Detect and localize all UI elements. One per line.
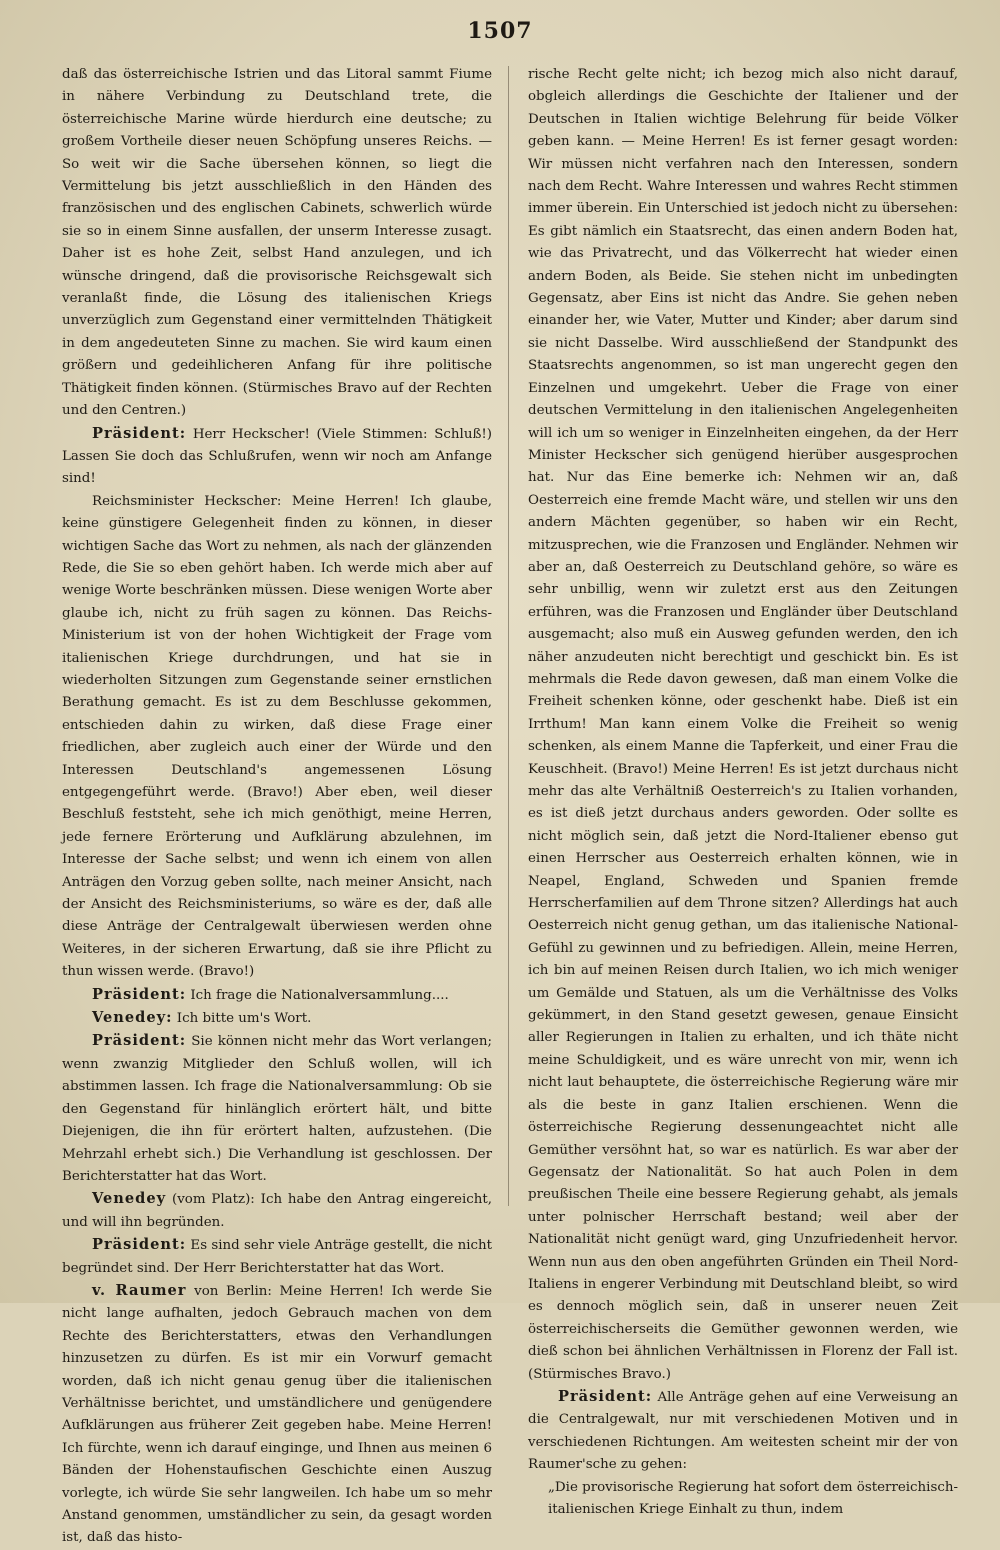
speaker-name: v. Raumer xyxy=(92,1281,187,1299)
paragraph: v. Raumer von Berlin: Meine Herren! Ich werde Sie nicht lange aufhalten, jedoch Gebrauch machen von dem Rechte des Berichterstatters, etwas den Verhandlungen hinzusetzen zu dürfen. Es ist mir ein Vorwurf gemacht worden, daß ich nicht genau genug über die italienischen Verhältnisse berichtet, und umständlichere und genügendere Aufklärungen aus früherer Zeit gegeben habe. Meine Herren! Ich fürchte, wenn ich darauf einginge, und Ihnen aus meinen 6 Bänden der Hohenstaufischen Geschichte einen Auszug vorlegte, ich würde Sie sehr langweilen. Ich habe um so mehr Anstand genommen, umständlicher zu sein, da gesagt worden ist, daß das histo- xyxy=(62,1281,492,1546)
paragraph: Präsident: Herr Heckscher! (Viele Stimmen: Schluß!) Lassen Sie doch das Schlußrufen, wenn wir noch am Anfange sind! xyxy=(62,424,493,487)
page-number: 1507 xyxy=(467,18,533,44)
paragraph: Venedey (vom Platz): Ich habe den Antrag eingereicht, und will ihn begründen. xyxy=(62,1190,492,1230)
speaker-name: Präsident: xyxy=(92,1032,187,1050)
column-divider xyxy=(508,66,509,1206)
speaker-name: Präsident: xyxy=(92,424,187,442)
paragraph: Präsident: Alle Anträge gehen auf eine Verweisung an die Centralgewalt, nur mit verschiedenen Motiven und in verschiedenen Richtungen. Am weitesten scheint mir der von Raumer'sche zu gehen: xyxy=(528,1387,958,1473)
left-column xyxy=(62,64,492,1550)
speaker-name: Präsident: xyxy=(92,985,187,1003)
paragraph: rische Recht gelte nicht; ich bezog mich also nicht darauf, obgleich allerdings die Geschichte der Italiener und der Deutschen in Italien wichtige Belehrung für beide Völker geben kann. — Meine Herren! Es ist ferner gesagt worden: Wir müssen nicht verfahren nach den Interessen, sondern nach dem Recht. Wahre Interessen und wahres Recht stimmen immer überein. Ein Unterschied ist jedoch nicht zu übersehen: Es gibt nämlich ein Staatsrecht, das einen andern Boden hat, wie das Privatrecht, und das Völkerrecht hat wieder einen andern Boden, als Beide. Sie stehen nicht im unbedingten Gegensatz, aber Eins ist nicht das Andre. Sie gehen neben einander her, wie Vater, Mutter und Kinder; aber darum sind sie nicht Dasselbe. Wird ausschließend der Standpunkt des Staatsrechts angenommen, so ist man ungerecht gegen den Einzelnen und umgekehrt. Ueber die Frage von einer deutschen Vermittelung in den italienischen Angelegenheiten will ich um so weniger in Einzelnheiten eingehen, da der Herr Minister Heckscher sich genügend hierüber ausgesprochen hat. Nur das Eine bemerke ich: Nehmen wir an, daß Oesterreich eine fremde Macht wäre, und stellen wir uns den andern Mächten gegenüber, so haben wir ein Recht, mitzusprechen, wie die Franzosen und Engländer. Nehmen wir aber an, daß Oesterreich zu Deutschland gehöre, so wäre es sehr unbillig, wenn wir zuletzt erst aus den Zeitungen erführen, was die Franzosen und Engländer über Deutschland ausgemacht; also muß ein Ausweg gefunden werden, den ich näher anzudeuten nicht berechtigt und geschickt bin. Es ist mehrmals die Rede davon gewesen, daß man einem Volke die Freiheit schenken könne, oder geschenkt habe. Dieß ist ein Irrthum! Man kann einem Volke die Freiheit so wenig schenken, als einem Manne die Tapferkeit, und einer Frau die Keuschheit. (Bravo!) Meine Herren! Es ist jetzt durchaus nicht mehr das alte Verhältniß Oesterreich's zu Italien vorhanden, es ist dieß jetzt durchaus anders geworden. Oder sollte es nicht möglich sein, daß jetzt die Nord-Italiener ebenso gut einen Herrscher aus Oesterreich erhalten können, wie in Neapel, England, Schweden und Spanien fremde Herrscherfamilien auf dem Throne sitzen? Allerdings hat auch Oesterreich nicht genug gethan, um das italienische National-Gefühl zu gewinnen und zu befriedigen. Allein, meine Herren, ich bin auf meinen Reisen durch Italien, wo ich mich weniger um Gemälde und Statuen, als um die Verhältnisse des Volks gekümmert, in den Stand gesetzt gewesen, genaue Einsicht aller Regierungen in Italien zu erhalten, und ich thäte nicht meine Schuldigkeit, und es wäre unrecht von mir, wenn ich nicht laut behauptete, die österreichische Regierung wäre mir als die beste in ganz Italien erschienen. Wenn die österreichische Regierung dessenungeachtet nicht alle Gemüther versöhnt hat, so war es natürlich. Es war aber der Gegensatz der Nationalität. So hat auch Polen in dem preußischen Theile eine bessere Regierung gehabt, als jemals unter polnischer Herrschaft bestand; weil aber der Nationalität nicht genügt ward, ging Unzufriedenheit hervor. Wenn nun aus den oben angeführten Gründen ein Theil Nord-Italiens in engerer Verbindung mit Deutschland bleibt, so wird es dennoch möglich sein, daß in unserer neuen Zeit österreichischerseits die Gemüther gewonnen werden, wie dieß schon bei ähnlichen Verhältnissen in Florenz der Fall ist. (Stürmisches Bravo.) xyxy=(528,67,958,1382)
quotation: „Die provisorische Regierung hat sofort dem österreichisch-italienischen Kriege Einhalt zu thun, indem xyxy=(548,1479,958,1517)
speaker-name: Präsident: xyxy=(558,1387,653,1405)
paragraph: daß das österreichische Istrien und das Litoral sammt Fiume in nähere Verbindung zu Deutschland trete, die österreichische Marine würde hierdurch eine deutsche; zu großem Vortheile dieser neuen Schöpfung unseres Reichs. — So weit wir die Sache übersehen können, so liegt die Vermittelung bis jetzt ausschließlich in den Händen des französischen und des englischen Cabinets, schwerlich würde sie so in einem Sinne ausfallen, der unserm Interesse zusagt. Daher ist es hohe Zeit, selbst Hand anzulegen, und ich wünsche dringend, daß die provisorische Reichsgewalt sich veranlaßt finde, die Lösung des italienischen Kriegs unverzüglich zum Gegenstand einer vermittelnden Thätigkeit in dem angedeuteten Sinne zu machen. Sie wird kaum einen größern und gedeihlicheren Anfang für ihre politische Thätigkeit finden können. (Stürmisches Bravo auf der Rechten und den Centren.) xyxy=(62,67,492,419)
paragraph: Präsident: Sie können nicht mehr das Wort verlangen; wenn zwanzig Mitglieder den Schluß wollen, will ich abstimmen lassen. Ich frage die Nationalversammlung: Ob sie den Gegenstand für hinlänglich erörtert hält, und bitte Diejenigen, die ihn für erörtert halten, aufzustehen. (Die Mehrzahl erhebt sich.) Die Verhandlung ist geschlossen. Der Berichterstatter hat das Wort. xyxy=(62,1032,492,1184)
speaker-name: Venedey: xyxy=(92,1009,173,1027)
paragraph: Präsident: Es sind sehr viele Anträge gestellt, die nicht begründet sind. Der Herr Berichterstatter hat das Wort. xyxy=(62,1236,492,1276)
paragraph: Reichsminister Heckscher: Meine Herren! Ich glaube, keine günstigere Gelegenheit finden zu können, in dieser wichtigen Sache das Wort zu nehmen, als nach der glänzenden Rede, die Sie so eben gehört haben. Ich werde mich aber auf wenige Worte beschränken müssen. Diese wenigen Worte aber glaube ich, nicht zu früh sagen zu können. Das Reichs-Ministerium ist von der hohen Wichtigkeit der Frage vom italienischen Kriege durchdrungen, und hat sie in wiederholten Sitzungen zum Gegenstande seiner ernstlichen Berathung gemacht. Es ist zu dem Beschlusse gekommen, entschieden dahin zu wirken, daß diese Frage einer friedlichen, aber zugleich auch einer der Würde und den Interessen Deutschland's angemessenen Lösung entgegengeführt werde. (Bravo!) Aber eben, weil dieser Beschluß feststeht, sehe ich mich genöthigt, meine Herren, jede fernere Erörterung und Aufklärung abzulehnen, im Interesse der Sache selbst; und wenn ich einem von allen Anträgen den Vorzug geben sollte, nach meiner Ansicht, nach der Ansicht des Reichsministeriums, so wäre es der, daß alle diese Anträge der Centralgewalt überwiesen werden ohne Weiteres, in der sicheren Erwartung, daß sie ihre Pflicht zu thun wissen werde. (Bravo!) xyxy=(62,493,492,980)
speaker-name: Präsident: xyxy=(92,1236,187,1254)
paragraph: Venedey: Ich bitte um's Wort. xyxy=(92,1009,312,1027)
speaker-name: Venedey xyxy=(92,1190,167,1208)
paragraph: Präsident: Ich frage die Nationalversammlung.... xyxy=(92,985,449,1003)
